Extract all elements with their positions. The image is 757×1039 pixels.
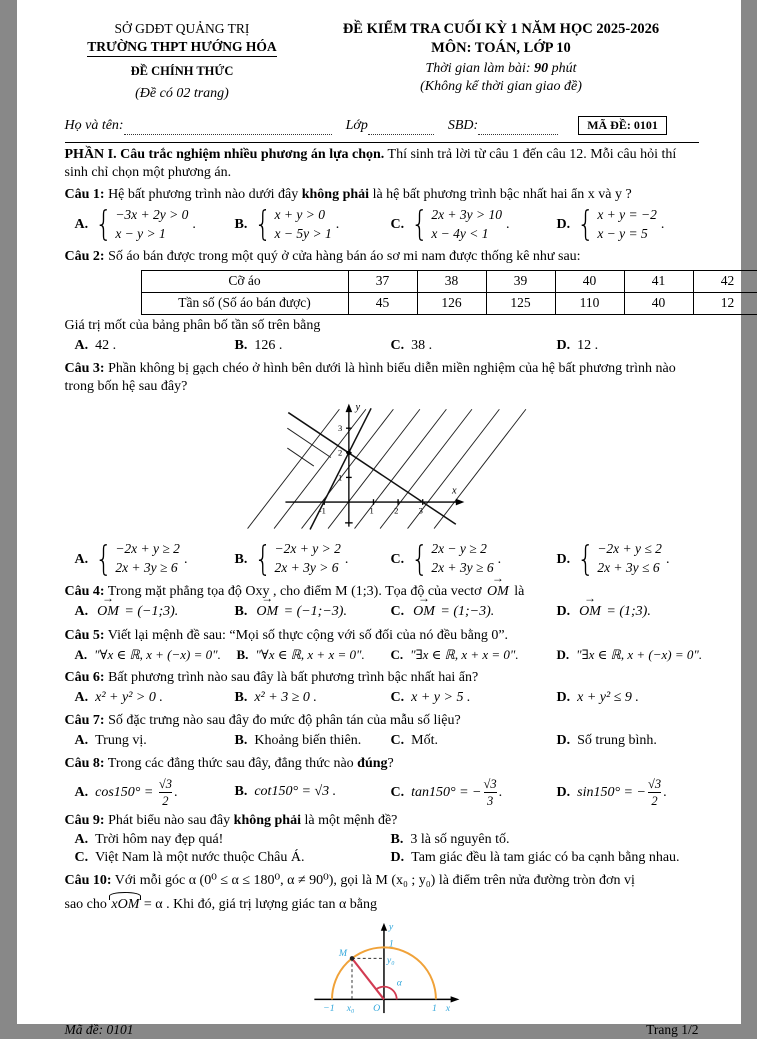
- class-label: Lớp: [346, 117, 368, 135]
- duration-value: 90: [534, 61, 548, 76]
- question-10-text2: [65, 896, 699, 914]
- option-A[interactable]: A. x² + y² > 0 .: [75, 689, 235, 707]
- alpha-label: α: [396, 978, 402, 989]
- question-7-t1: Số đặc trưng nào sau đây đo mức độ phân tán của mẫu số liệu?: [105, 713, 461, 728]
- option-C[interactable]: C. Mốt.: [391, 732, 557, 750]
- cell: 110: [555, 292, 624, 314]
- class-blank[interactable]: [368, 121, 434, 135]
- point-M-label: M: [337, 948, 347, 959]
- sbd-label: SBD:: [448, 117, 478, 135]
- question-9-t2: là một mệnh đề?: [301, 813, 397, 828]
- option-C[interactable]: C. tan150° = − $\frac{√3}{3}$ .: [391, 778, 557, 808]
- cell: 37: [348, 270, 417, 292]
- option-A[interactable]: A. cos150° = $\frac{√3}{2}$ .: [75, 778, 235, 808]
- option-B[interactable]: B. cot150° = √3 .: [235, 783, 391, 801]
- cell: Cỡ áo: [141, 270, 348, 292]
- vector-OM: OM →: [413, 603, 435, 621]
- official-exam-label: ĐỀ CHÍNH THỨC: [65, 63, 300, 79]
- question-10-t2a: sao cho: [65, 897, 111, 912]
- question-10-t2b: = α . Khi đó, giá trị lượng giác tan α bằng: [140, 897, 377, 912]
- question-7-text: [65, 712, 699, 730]
- school-name: TRƯỜNG THPT HƯỚNG HÓA: [87, 38, 276, 58]
- option-C[interactable]: C. { 2x + 3y > 10 x − 4y < 1 .: [391, 206, 557, 244]
- vector-OM: OM →: [579, 603, 601, 621]
- name-blank[interactable]: [124, 121, 332, 135]
- question-3-options: [65, 540, 699, 578]
- y-axis-arrow: [380, 923, 386, 931]
- x-tick-label: 1: [369, 506, 373, 516]
- cell: 40: [555, 270, 624, 292]
- cell: 125: [486, 292, 555, 314]
- y-axis-label: y: [387, 922, 393, 933]
- question-3: [65, 360, 699, 580]
- question-10-label: Câu 10:: [65, 873, 112, 888]
- question-6-label: Câu 6:: [65, 670, 105, 685]
- cell: 40: [624, 292, 693, 314]
- vector-OM: OM →: [487, 583, 509, 601]
- question-9-t1: Phát biểu nào sau đây: [105, 813, 234, 828]
- question-3-text: [65, 360, 699, 396]
- header-right: [304, 20, 699, 96]
- question-7: [65, 712, 699, 752]
- x-axis-label: x: [444, 1003, 450, 1014]
- part1-title: PHẦN I. Câu trắc nghiệm nhiều phương án lựa chọn.: [65, 147, 385, 162]
- option-C[interactable]: C. "∃x ∈ ℝ, x + x = 0".: [391, 647, 557, 664]
- option-C[interactable]: C. Việt Nam là một nước thuộc Châu Á.: [75, 849, 391, 867]
- point-M: [349, 956, 354, 961]
- option-D[interactable]: D. OM → = (1;3).: [557, 603, 699, 621]
- hatch-lines: [247, 410, 525, 529]
- cell: 41: [624, 270, 693, 292]
- question-6-text: [65, 669, 699, 687]
- department-name: SỞ GDĐT QUẢNG TRỊ: [65, 20, 300, 38]
- question-2-text: [65, 248, 699, 266]
- option-B[interactable]: B. 126 .: [235, 337, 391, 355]
- tick-neg1: −1: [323, 1003, 335, 1014]
- question-5-t1: Viết lại mệnh đề sau: “Mọi số thực cộng với số đối của nó đều bằng 0”.: [105, 628, 508, 643]
- question-4-t1: Trong mặt phẳng tọa độ Oxy , cho điểm M (1;3). Tọa độ của vectơ: [105, 584, 485, 599]
- question-2-t1: Số áo bán được trong một quý ở cửa hàng bán áo sơ mi nam được thống kê như sau:: [105, 249, 581, 264]
- option-A[interactable]: A. { −2x + y ≥ 2 2x + 3y ≥ 6 .: [75, 540, 235, 578]
- question-2-label: Câu 2:: [65, 249, 105, 264]
- y-tick-label: 2: [337, 448, 341, 458]
- question-10-figure: [65, 917, 699, 1017]
- exam-page: [17, 0, 741, 1024]
- x-tick-label: 2: [394, 506, 398, 516]
- option-B[interactable]: B. OM → = (−1;−3).: [235, 603, 391, 621]
- radius-OM: [352, 958, 384, 999]
- cell: 42: [693, 270, 757, 292]
- question-1-options: [65, 206, 699, 244]
- origin-label: O: [373, 1003, 380, 1014]
- question-8-label: Câu 8:: [65, 756, 105, 771]
- duration-note: (Không kể thời gian giao đề): [304, 78, 699, 96]
- option-C[interactable]: C. x + y > 5 .: [391, 689, 557, 707]
- option-A[interactable]: A. { −3x + 2y > 0 x − y > 1 .: [75, 206, 235, 244]
- question-8: [65, 755, 699, 809]
- question-9-options: [65, 831, 699, 867]
- frequency-table: [141, 270, 757, 315]
- question-7-options: [65, 732, 699, 750]
- sbd-blank[interactable]: [478, 121, 558, 135]
- option-C[interactable]: C. OM → = (1;−3).: [391, 603, 557, 621]
- pages-note: (Đề có 02 trang): [65, 85, 300, 103]
- cell: 126: [417, 292, 486, 314]
- x-axis-arrow: [450, 996, 459, 1002]
- question-1-t2: là hệ bất phương trình bậc nhất hai ẩn x và y ?: [369, 187, 632, 202]
- option-D[interactable]: D. { −2x + y ≤ 2 2x + 3y ≤ 6 .: [557, 540, 699, 578]
- table-row: [141, 292, 757, 314]
- page-footer: [65, 1017, 699, 1039]
- part1-instructions: Thí sinh trả lời từ câu 1 đến câu 12. Mỗi câu hỏi thí sinh chỉ chọn một phương án.: [65, 147, 677, 180]
- question-9-bold: không phải: [234, 813, 301, 828]
- vector-OM: OM →: [256, 603, 278, 621]
- duration-unit: phút: [548, 61, 576, 76]
- footer-page-number: Trang 1/2: [646, 1021, 698, 1039]
- question-1-t1: Hệ bất phương trình nào dưới đây: [105, 187, 302, 202]
- question-3-t1: Phần không bị gạch chéo ở hình bên dưới là hình biểu diễn miền nghiệm của hệ bất phương trình nào trong bốn hệ sau đây?: [65, 361, 676, 394]
- cell: 39: [486, 270, 555, 292]
- question-6-options: [65, 689, 699, 707]
- question-8-options: [65, 778, 699, 808]
- question-1-text: [65, 186, 699, 204]
- option-A[interactable]: A. Trung vị.: [75, 732, 235, 750]
- question-2-t2: Giá trị mốt của bảng phân bố tần số trên bằng: [65, 317, 699, 335]
- x-axis-arrow: [455, 499, 464, 506]
- question-1-label: Câu 1:: [65, 187, 105, 202]
- question-3-label: Câu 3:: [65, 361, 105, 376]
- y-tick-label: 1: [337, 473, 341, 483]
- question-4-t2: là: [511, 584, 525, 599]
- question-8-t1: Trong các đẳng thức sau đây, đẳng thức nào: [105, 756, 358, 771]
- option-D[interactable]: D. 12 .: [557, 337, 699, 355]
- option-D[interactable]: D. sin150° = − $\frac{√3}{2}$ .: [557, 778, 699, 808]
- x-axis-label: x: [451, 486, 457, 497]
- angle-xOM: xOM: [110, 896, 140, 914]
- table-row: [141, 270, 757, 292]
- option-D[interactable]: D. Số trung bình.: [557, 732, 699, 750]
- option-D[interactable]: D. x + y² ≤ 9 .: [557, 689, 699, 707]
- question-6: [65, 669, 699, 709]
- question-6-t1: Bất phương trình nào sau đây là bất phương trình bậc nhất hai ẩn?: [105, 670, 479, 685]
- question-9: [65, 812, 699, 869]
- question-10-t1: Với mỗi góc α (0⁰ ≤ α ≤ 180⁰, α ≠ 90⁰), gọi là M (x₀ ; y₀) là điểm trên nửa đường tròn đơn vị: [112, 873, 635, 888]
- y-axis-label: y: [354, 403, 360, 414]
- y-tick-label: 3: [337, 423, 341, 433]
- region-graph: [262, 396, 502, 538]
- name-label: Họ và tên:: [65, 117, 124, 135]
- exam-subject: MÔN: TOÁN, LỚP 10: [304, 39, 699, 58]
- option-B[interactable]: B. 3 là số nguyên tố.: [391, 831, 699, 849]
- cell: 38: [417, 270, 486, 292]
- header-divider: [65, 142, 699, 143]
- question-9-text: [65, 812, 699, 830]
- option-B[interactable]: B. Khoảng biến thiên.: [235, 732, 391, 750]
- footer-exam-code: Mã đề: 0101: [65, 1021, 134, 1039]
- option-D[interactable]: D. Tam giác đều là tam giác có ba cạnh bằng nhau.: [391, 849, 699, 867]
- option-C[interactable]: C. 38 .: [391, 337, 557, 355]
- option-C[interactable]: C. { 2x − y ≥ 2 2x + 3y ≥ 6 .: [391, 540, 557, 578]
- question-9-label: Câu 9:: [65, 813, 105, 828]
- question-5-text: [65, 627, 699, 645]
- duration-label: Thời gian làm bài:: [426, 61, 535, 76]
- option-D[interactable]: D. "∃x ∈ ℝ, x + (−x) = 0".: [557, 647, 703, 664]
- header-left: [65, 20, 300, 104]
- option-B[interactable]: B. "∀x ∈ ℝ, x + x = 0".: [237, 647, 391, 664]
- question-10-text: [65, 872, 699, 890]
- cell: 45: [348, 292, 417, 314]
- exam-code-box: MÃ ĐỀ: 0101: [578, 116, 667, 136]
- question-4-text: [65, 583, 699, 601]
- cell: 12: [693, 292, 757, 314]
- exam-header: [65, 20, 699, 104]
- exam-duration: [304, 60, 699, 78]
- part1-heading: [65, 146, 699, 182]
- question-10: [65, 872, 699, 1017]
- option-A[interactable]: A. 42 .: [75, 337, 235, 355]
- option-A[interactable]: A. "∀x ∈ ℝ, x + (−x) = 0".: [75, 647, 237, 664]
- option-A[interactable]: A. OM → = (−1;3).: [75, 603, 235, 621]
- candidate-info-row: [65, 116, 699, 136]
- question-2: [65, 248, 699, 357]
- x-tick-label: 3: [418, 506, 422, 516]
- option-B[interactable]: B. { −2x + y > 2 2x + 3y > 6 .: [235, 540, 391, 578]
- tick-1-right: 1: [432, 1003, 437, 1014]
- question-8-t2: ?: [388, 756, 394, 771]
- tick-1-top: 1: [388, 938, 393, 949]
- question-1-bold: không phải: [302, 187, 369, 202]
- question-3-figure: [65, 396, 699, 538]
- cell: Tần số (Số áo bán được): [141, 292, 348, 314]
- question-5: [65, 627, 699, 666]
- option-B[interactable]: B. x² + 3 ≥ 0 .: [235, 689, 391, 707]
- question-2-options: [65, 337, 699, 355]
- question-1: [65, 186, 699, 246]
- vector-OM: OM →: [97, 603, 119, 621]
- question-4-label: Câu 4:: [65, 584, 105, 599]
- x0-label: x₀: [345, 1003, 354, 1014]
- question-8-bold: đúng: [357, 756, 387, 771]
- question-8-text: [65, 755, 699, 773]
- question-7-label: Câu 7:: [65, 713, 105, 728]
- x-tick-label: -1: [318, 506, 325, 516]
- option-A[interactable]: A. Trời hôm nay đẹp quá!: [75, 831, 391, 849]
- option-B[interactable]: B. { x + y > 0 x − 5y > 1 .: [235, 206, 391, 244]
- option-D[interactable]: D. { x + y = −2 x − y = 5 .: [557, 206, 699, 244]
- intersection-point: [346, 451, 350, 455]
- exam-title: ĐỀ KIỂM TRA CUỐI KỲ 1 NĂM HỌC 2025-2026: [304, 20, 699, 39]
- unit-semicircle-figure: [289, 917, 475, 1017]
- question-4-options: [65, 603, 699, 621]
- question-4: [65, 583, 699, 623]
- y0-label: y₀: [385, 955, 394, 966]
- question-5-label: Câu 5:: [65, 628, 105, 643]
- question-5-options: [65, 647, 699, 664]
- y-axis-arrow: [345, 404, 352, 413]
